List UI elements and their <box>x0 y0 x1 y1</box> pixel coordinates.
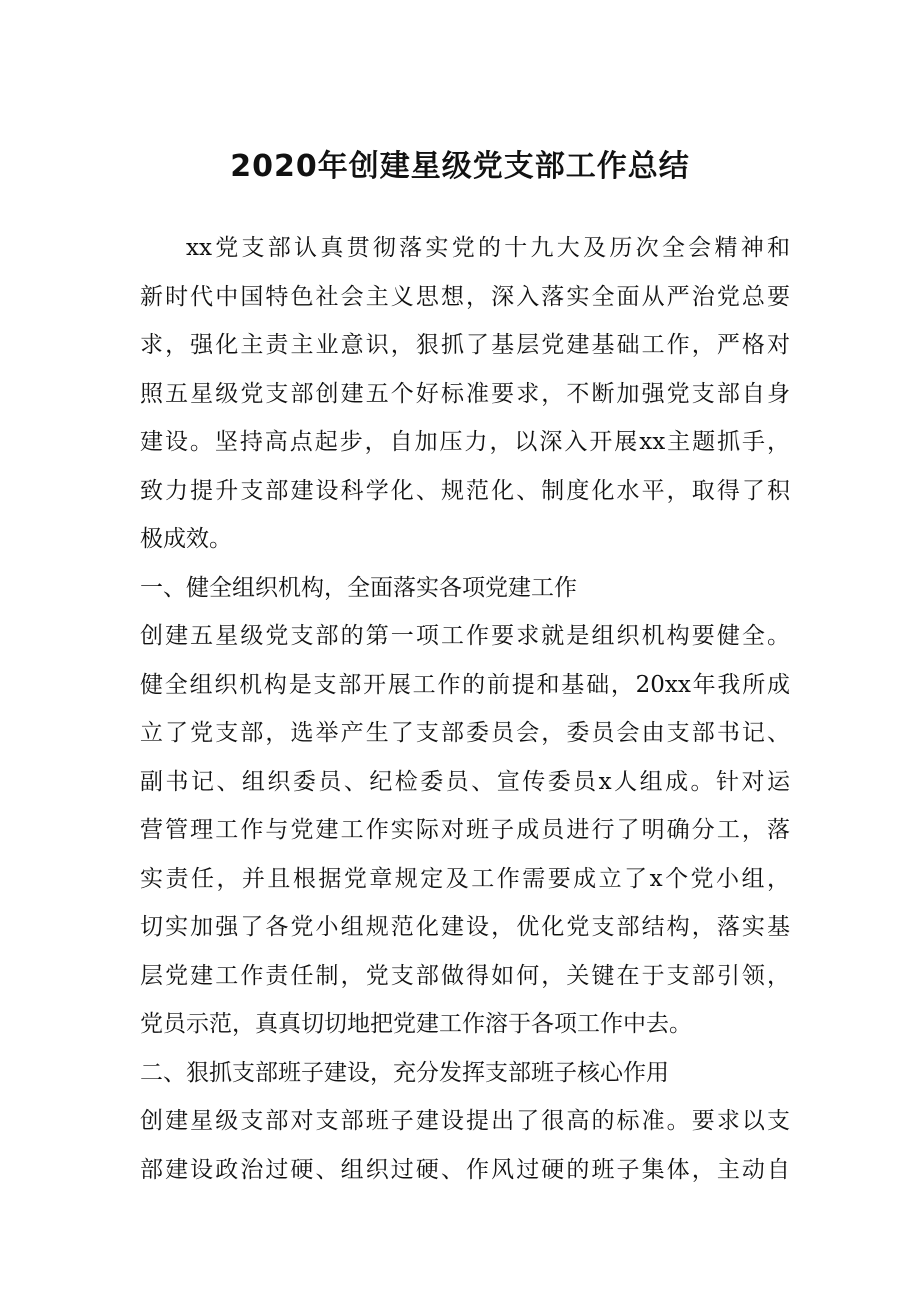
text-line: 建设。坚持高点起步，自加压力，以深入开展xx主题抓手， <box>140 429 790 455</box>
text-line: 实责任，并且根据党章规定及工作需要成立了x个党小组， <box>140 865 790 892</box>
text-line: 健全组织机构是支部开展工作的前提和基础，20xx年我所成 <box>140 671 790 698</box>
document-body <box>140 224 790 1194</box>
section-heading: 二、狠抓支部班子建设，充分发挥支部班子核心作用 <box>140 1059 669 1086</box>
text-line: 切实加强了各党小组规范化建设，优化党支部结构，落实基 <box>140 914 790 940</box>
text-line: 创建星级支部对支部班子建设提出了很高的标准。要求以支 <box>140 1108 790 1134</box>
section-heading: 一、健全组织机构，全面落实各项党建工作 <box>140 574 577 601</box>
text-line: xx党支部认真贯彻落实党的十九大及历次全会精神和 <box>186 235 790 261</box>
text-line: 极成效。 <box>140 526 232 552</box>
text-line: 部建设政治过硬、组织过硬、作风过硬的班子集体，主动自 <box>140 1156 790 1183</box>
text-line: 副书记、组织委员、纪检委员、宣传委员x人组成。针对运 <box>140 768 790 795</box>
text-line: 致力提升支部建设科学化、规范化、制度化水平，取得了积 <box>140 477 790 504</box>
text-line: 营管理工作与党建工作实际对班子成员进行了明确分工，落 <box>140 817 790 843</box>
text-line: 新时代中国特色社会主义思想，深入落实全面从严治党总要 <box>140 283 790 310</box>
document-title: 2020年创建星级党支部工作总结 <box>230 149 690 184</box>
text-line: 求，强化主责主业意识，狠抓了基层党建基础工作，严格对 <box>140 332 790 358</box>
text-line: 创建五星级党支部的第一项工作要求就是组织机构要健全。 <box>140 623 790 649</box>
text-line: 层党建工作责任制，党支部做得如何，关键在于支部引领， <box>140 962 790 989</box>
text-line: 立了党支部，选举产生了支部委员会，委员会由支部书记、 <box>140 720 790 746</box>
text-line: 照五星级党支部创建五个好标准要求，不断加强党支部自身 <box>140 380 790 407</box>
text-line: 党员示范，真真切切地把党建工作溶于各项工作中去。 <box>140 1011 692 1037</box>
